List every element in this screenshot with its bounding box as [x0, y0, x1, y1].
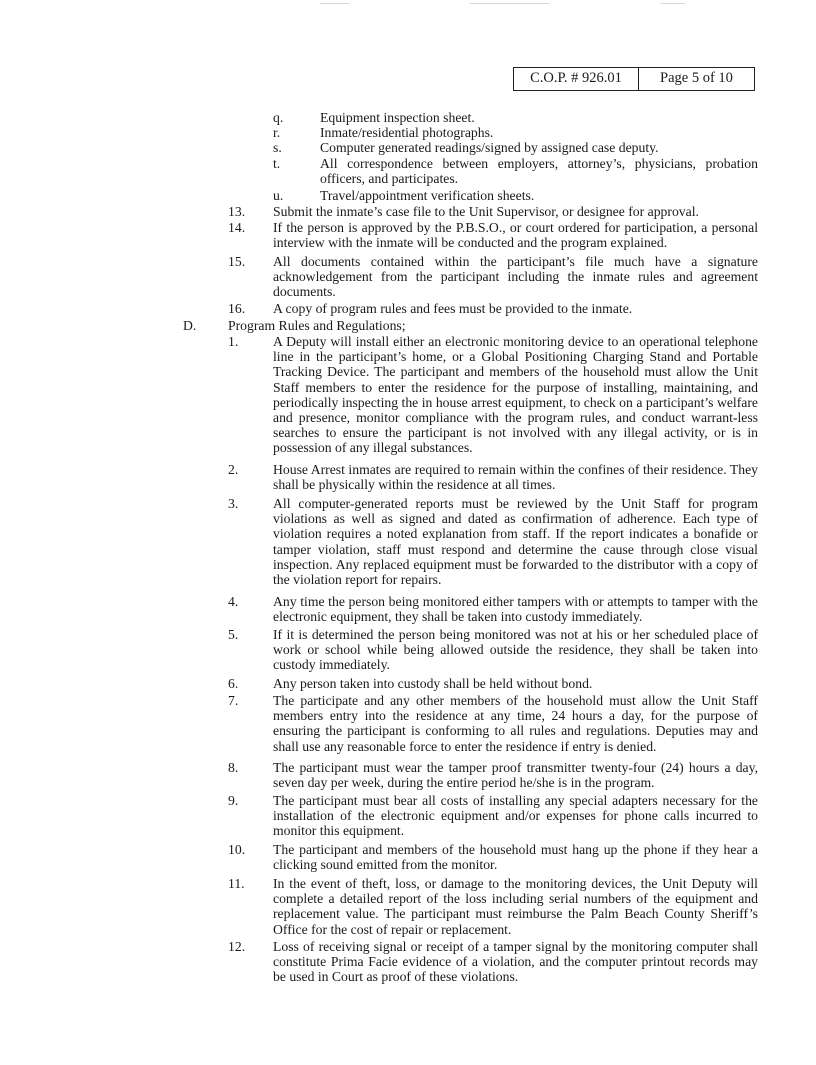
- item-text: Loss of receiving signal or receipt of a tamper signal by the monitoring computer shall constitute Prima Facie evidence of a violation, and the computer printout records may be used in Court as proof of these violations.: [273, 939, 758, 985]
- item-label: 15.: [228, 254, 246, 269]
- scan-mark-right: [660, 3, 685, 4]
- item-text: The participate and any other members of the household must allow the Unit Staff members entry into the residence at any time, 24 hours a day, for the purpose of ensuring the participant is conforming to all rules and regulations. Deputies may and shall use any reasonable force to enter the residence if entry is denied.: [273, 693, 758, 754]
- item-label: 3.: [228, 496, 239, 511]
- cop-number: C.O.P. # 926.01: [514, 68, 639, 90]
- item-label: s.: [273, 140, 282, 155]
- item-label: t.: [273, 156, 281, 171]
- item-text: The participant and members of the household must hang up the phone if they hear a clicking sound emitted from the monitor.: [273, 842, 758, 873]
- item-label: u.: [273, 188, 284, 203]
- item-label: 11.: [228, 876, 245, 891]
- item-text: Inmate/residential photographs.: [320, 125, 494, 140]
- item-text: The participant must bear all costs of installing any special adapters necessary for the installation of the electronic equipment and/or expenses for phone calls incurred to monitor this equipment.: [273, 793, 758, 839]
- item-text: The participant must wear the tamper proof transmitter twenty-four (24) hours a day, seven day per week, during the entire period he/she is in the program.: [273, 760, 758, 791]
- item-label: 9.: [228, 793, 239, 808]
- scan-mark-mid: [470, 3, 550, 4]
- item-text: If it is determined the person being monitored was not at his or her scheduled place of work or school while being allowed outside the residence, they shall be taken into custody immediately.: [273, 627, 758, 673]
- item-text: A copy of program rules and fees must be provided to the inmate.: [273, 301, 633, 316]
- item-label: 7.: [228, 693, 239, 708]
- item-label: q.: [273, 110, 284, 125]
- item-label: 6.: [228, 676, 239, 691]
- scan-mark-left: [320, 3, 350, 4]
- item-text: Any person taken into custody shall be held without bond.: [273, 676, 593, 691]
- item-label: 13.: [228, 204, 246, 219]
- item-text: All documents contained within the participant’s file much have a signature acknowledgement from the participant including the inmate rules and agreement documents.: [273, 254, 758, 300]
- item-label: 4.: [228, 594, 239, 609]
- item-text: In the event of theft, loss, or damage to the monitoring devices, the Unit Deputy will complete a detailed report of the loss including serial numbers of the equipment and replacement value. The participant must reimburse the Palm Beach County Sheriff’s Office for the cost of repair or replacement.: [273, 876, 758, 937]
- item-text: All correspondence between employers, attorney’s, physicians, probation officers, and participates.: [320, 156, 758, 187]
- item-label: 14.: [228, 220, 246, 235]
- item-text: All computer-generated reports must be reviewed by the Unit Staff for program violations as well as signed and dated as confirmation of adherence. Each type of violation requires a noted explanation from staff. If the report indicates a bonafide or tamper violation, staff must respond and determine the cause through close visual inspection. Any replaced equipment must be forwarded to the distributor with a copy of the violation report for repairs.: [273, 496, 758, 588]
- item-text: Any time the person being monitored either tampers with or attempts to tamper with the electronic equipment, they shall be taken into custody immediately.: [273, 594, 758, 625]
- item-text: A Deputy will install either an electronic monitoring device to an operational telephone line in the participant’s home, or a Global Positioning Charging Stand and Portable Tracking Device. The participant and members of the household must allow the Unit Staff members to enter the residence for the purpose of installing, maintaining, and periodically inspecting the in house arrest equipment, to check on a participant’s welfare and presence, monitor compliance with the program rules, and conduct warrant-less searches to ensure the participant is not involved with any illegal activity, or is in possession of any illegal substances.: [273, 334, 758, 456]
- item-label: 10.: [228, 842, 246, 857]
- item-label: 16.: [228, 301, 246, 316]
- item-label: r.: [273, 125, 281, 140]
- section-label: D.: [183, 318, 197, 333]
- item-text: House Arrest inmates are required to remain within the confines of their residence. They shall be physically within the residence at all times.: [273, 462, 758, 493]
- item-text: Submit the inmate’s case file to the Unit Supervisor, or designee for approval.: [273, 204, 699, 219]
- section-title: Program Rules and Regulations;: [228, 318, 406, 333]
- item-label: 12.: [228, 939, 246, 954]
- page-header-box: [513, 67, 755, 91]
- item-text: Equipment inspection sheet.: [320, 110, 475, 125]
- item-text: Travel/appointment verification sheets.: [320, 188, 535, 203]
- item-text: If the person is approved by the P.B.S.O., or court ordered for participation, a personal interview with the inmate will be conducted and the program explained.: [273, 220, 758, 251]
- page-number: Page 5 of 10: [660, 70, 733, 86]
- item-label: 1.: [228, 334, 239, 349]
- item-label: 8.: [228, 760, 239, 775]
- item-label: 5.: [228, 627, 239, 642]
- item-text: Computer generated readings/signed by assigned case deputy.: [320, 140, 659, 155]
- item-label: 2.: [228, 462, 239, 477]
